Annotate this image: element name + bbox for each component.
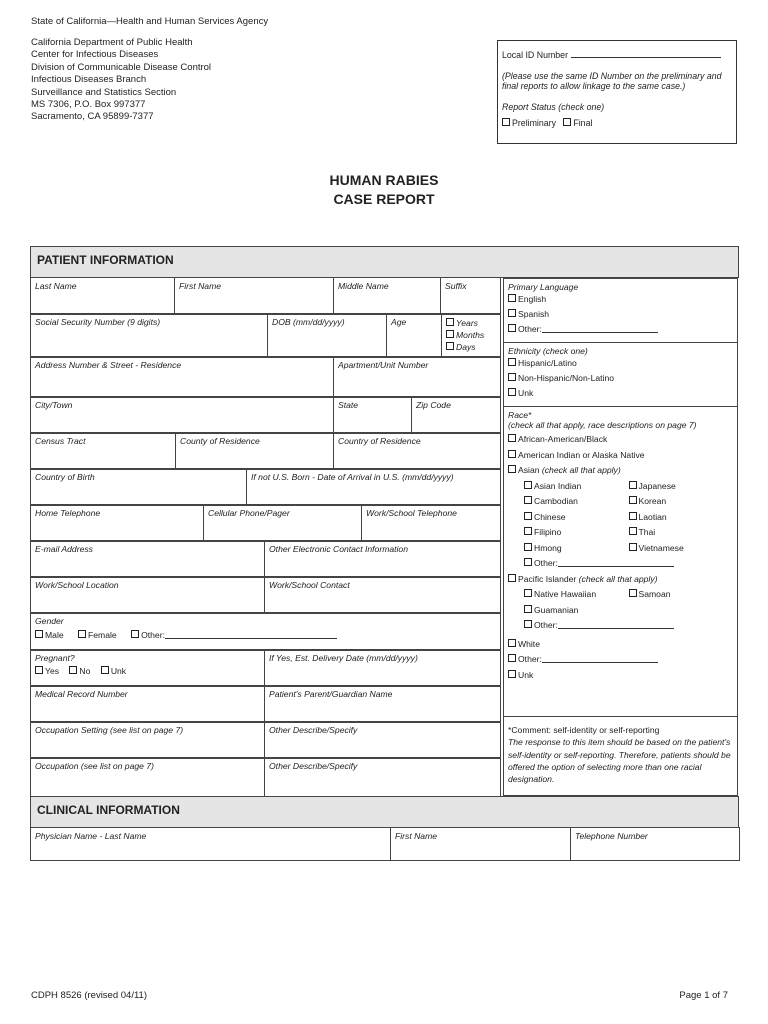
thai-checkbox[interactable] (629, 527, 637, 535)
home-phone-label: Home Telephone (35, 508, 101, 518)
patient-info-header: PATIENT INFORMATION (30, 246, 739, 278)
race-other-field[interactable] (542, 653, 658, 663)
preliminary-label: Preliminary (512, 118, 556, 128)
dept-line: MS 7306, P.O. Box 997377 (31, 99, 146, 111)
form-subtitle: CASE REPORT (333, 191, 435, 207)
age-field[interactable] (387, 314, 442, 358)
arrival-date-label: If not U.S. Born - Date of Arrival in U.S. (mm/dd/yyyy) (251, 472, 454, 482)
state-label: State (338, 400, 359, 410)
comment-label: *Comment: self-identity or self-reporting (508, 725, 660, 735)
pregnant-label: Pregnant? (35, 653, 75, 663)
address-field[interactable] (31, 357, 334, 398)
work-contact-field[interactable] (265, 577, 501, 614)
race-unk-checkbox[interactable] (508, 670, 516, 678)
cell-phone-label: Cellular Phone/Pager (208, 508, 290, 518)
occupation-other-field[interactable] (265, 758, 501, 798)
apartment-label: Apartment/Unit Number (338, 360, 429, 370)
arrival-date-field[interactable] (247, 469, 501, 506)
zip-field[interactable] (412, 397, 501, 434)
asian-option-label: Laotian (638, 511, 667, 522)
county-label: County of Residence (180, 436, 260, 446)
non-hispanic-checkbox[interactable] (508, 373, 516, 381)
other-contact-field[interactable] (265, 541, 501, 578)
asian-option-label: Asian Indian (534, 480, 582, 491)
other-contact-label: Other Electronic Contact Information (269, 544, 408, 554)
physician-first-name-label: First Name (395, 831, 438, 841)
guamanian-checkbox[interactable] (524, 605, 532, 613)
physician-telephone-field[interactable] (571, 828, 740, 861)
race-note: (check all that apply, race descriptions on page 7) (508, 420, 697, 430)
pacific-other-checkbox[interactable] (524, 620, 532, 628)
asian-checkbox[interactable] (508, 465, 516, 473)
female-checkbox[interactable] (78, 630, 86, 638)
language-other-label: Other: (518, 324, 542, 334)
cell-phone-field[interactable] (204, 505, 362, 542)
first-name-label: First Name (179, 281, 222, 291)
asian-option-label: Chinese (534, 511, 566, 522)
age-label: Age (391, 317, 407, 327)
form-id: CDPH 8526 (revised 04/11) (31, 990, 147, 1001)
physician-last-name-label: Physician Name - Last Name (35, 831, 147, 841)
dob-field[interactable] (268, 314, 387, 358)
zip-label: Zip Code (416, 400, 451, 410)
male-label: Male (45, 630, 64, 640)
asian-note: (check all that apply) (541, 465, 621, 475)
pacific-options (508, 587, 733, 603)
samoan-checkbox[interactable] (629, 589, 637, 597)
gender-other-label: Other: (141, 630, 165, 640)
dept-line: California Department of Public Health (31, 37, 193, 48)
occupation-setting-other-label: Other Describe/Specify (269, 725, 358, 735)
city-label: City/Town (35, 400, 73, 410)
home-phone-field[interactable] (31, 505, 204, 542)
occupation-setting-other-field[interactable] (265, 722, 501, 759)
cambodian-checkbox[interactable] (524, 496, 532, 504)
census-field[interactable] (31, 433, 176, 470)
guamanian-label: Guamanian (534, 604, 579, 615)
american-indian-checkbox[interactable] (508, 450, 516, 458)
email-label: E-mail Address (35, 544, 93, 554)
physician-first-name-field[interactable] (391, 828, 571, 861)
samoan-label: Samoan (638, 589, 671, 599)
gender-label: Gender (35, 616, 64, 626)
demographics-panel (503, 278, 738, 796)
pregnant-unk-checkbox[interactable] (101, 666, 109, 674)
ethnicity-section (504, 343, 737, 407)
dob-label: DOB (mm/dd/yyyy) (272, 317, 345, 327)
english-checkbox[interactable] (508, 294, 516, 302)
non-hispanic-label: Non-Hispanic/Non-Latino (518, 373, 615, 383)
gender-other-checkbox[interactable] (131, 630, 139, 638)
delivery-date-label: If Yes, Est. Delivery Date (mm/dd/yyyy) (269, 653, 418, 663)
final-checkbox[interactable] (563, 118, 571, 126)
asian-option-label: Japanese (638, 480, 676, 491)
vietnamese-checkbox[interactable] (629, 543, 637, 551)
native-hawaiian-checkbox[interactable] (524, 589, 532, 597)
language-other-checkbox[interactable] (508, 324, 516, 332)
pacific-other-field[interactable] (558, 619, 674, 629)
suffix-field[interactable] (441, 278, 501, 315)
ethnicity-label: Ethnicity (check one) (508, 346, 588, 356)
pregnant-field (31, 650, 265, 687)
page-number: Page 1 of 7 (679, 990, 728, 1001)
agency-name: State of California—Health and Human Services Agency (31, 16, 269, 27)
native-hawaiian-label: Native Hawaiian (534, 589, 597, 599)
address-label: Address Number & Street - Residence (35, 360, 182, 370)
preliminary-checkbox[interactable] (502, 118, 510, 126)
language-label: Primary Language (508, 282, 579, 292)
medical-record-label: Medical Record Number (35, 689, 128, 699)
pregnant-yes-checkbox[interactable] (35, 666, 43, 674)
age-unit-options (442, 314, 501, 358)
work-phone-field[interactable] (362, 505, 501, 542)
race-label: Race* (508, 410, 532, 420)
korean-checkbox[interactable] (629, 496, 637, 504)
japanese-checkbox[interactable] (629, 481, 637, 489)
dept-line: Center for Infectious Diseases (31, 49, 159, 61)
country-residence-field[interactable] (334, 433, 501, 470)
occupation-setting-label: Occupation Setting (see list on page 7) (35, 725, 184, 735)
years-checkbox[interactable] (446, 318, 454, 326)
dept-line: Surveillance and Statistics Section (31, 86, 177, 98)
report-status-label: Report Status (check one) (502, 102, 605, 112)
work-phone-label: Work/School Telephone (366, 508, 457, 518)
work-contact-label: Work/School Contact (269, 580, 350, 590)
spanish-label: Spanish (518, 309, 550, 319)
asian-option-label: Korean (638, 496, 667, 506)
local-id-field[interactable] (571, 48, 721, 58)
male-checkbox[interactable] (35, 630, 43, 638)
gender-field (31, 613, 501, 651)
asian-option-label: Hmong (534, 542, 562, 553)
pacific-checkbox[interactable] (508, 574, 516, 582)
american-indian-label: American Indian or Alaska Native (518, 449, 645, 460)
department-address (31, 37, 211, 124)
ssn-field[interactable] (31, 314, 268, 358)
local-id-label: Local ID Number (502, 50, 569, 60)
dept-line: Infectious Diseases Branch (31, 74, 147, 86)
african-checkbox[interactable] (508, 434, 516, 442)
delivery-date-field[interactable] (265, 650, 501, 687)
country-residence-label: Country of Residence (338, 436, 421, 446)
asian-option-label: Vietnamese (638, 542, 684, 553)
laotian-checkbox[interactable] (629, 512, 637, 520)
days-checkbox[interactable] (446, 342, 454, 350)
female-label: Female (88, 630, 117, 640)
filipino-checkbox[interactable] (524, 527, 532, 535)
african-label: African-American/Black (518, 434, 608, 444)
email-field[interactable] (31, 541, 265, 578)
race-other-label: Other: (518, 654, 542, 664)
ethnicity-unk-label: Unk (518, 388, 534, 398)
last-name-label: Last Name (35, 281, 77, 291)
white-label: White (518, 638, 540, 649)
race-comment (504, 717, 737, 795)
spanish-checkbox[interactable] (508, 309, 516, 317)
census-label: Census Tract (35, 436, 86, 446)
middle-name-field[interactable] (334, 278, 441, 315)
suffix-label: Suffix (445, 281, 467, 291)
white-checkbox[interactable] (508, 639, 516, 647)
occupation-label: Occupation (see list on page 7) (35, 761, 154, 771)
pacific-note: (check all that apply) (578, 573, 658, 584)
hmong-checkbox[interactable] (524, 543, 532, 551)
physician-last-name-field[interactable] (31, 828, 391, 861)
days-label: Days (456, 342, 476, 352)
country-birth-field[interactable] (31, 469, 247, 506)
guardian-label: Patient's Parent/Guardian Name (269, 689, 393, 699)
work-location-label: Work/School Location (35, 580, 119, 590)
occupation-setting-field[interactable] (31, 722, 265, 759)
pacific-other-label: Other: (534, 620, 558, 630)
hispanic-label: Hispanic/Latino (518, 358, 577, 368)
last-name-field[interactable] (31, 278, 175, 315)
months-checkbox[interactable] (446, 330, 454, 338)
state-field[interactable] (334, 397, 412, 434)
asian-other-label: Other: (534, 558, 558, 568)
middle-name-label: Middle Name (338, 281, 389, 291)
asian-option-label: Cambodian (534, 496, 578, 506)
pacific-label: Pacific Islander (518, 573, 577, 584)
first-name-field[interactable] (175, 278, 334, 315)
physician-telephone-label: Telephone Number (575, 831, 648, 841)
city-field[interactable] (31, 397, 334, 434)
work-location-field[interactable] (31, 577, 265, 614)
pregnant-no-label: No (79, 666, 91, 676)
english-label: English (518, 294, 547, 304)
form-title: HUMAN RABIES (329, 172, 439, 188)
country-birth-label: Country of Birth (35, 472, 95, 482)
clinical-info-header: CLINICAL INFORMATION (30, 796, 739, 828)
apartment-field[interactable] (334, 357, 501, 398)
months-label: Months (456, 330, 485, 340)
asian-other-field[interactable] (558, 557, 674, 567)
medical-record-field[interactable] (31, 686, 265, 723)
pregnant-unk-label: Unk (110, 666, 127, 676)
asian-options (508, 479, 733, 557)
language-other-field[interactable] (542, 323, 658, 333)
local-id-box (497, 40, 737, 144)
local-id-note: (Please use the same ID Number on the preliminary and final reports to allow linkage to the same case.) (502, 71, 722, 91)
asian-option-label: Thai (638, 527, 656, 537)
final-label: Final (573, 118, 593, 128)
years-label: Years (456, 318, 478, 328)
hispanic-checkbox[interactable] (508, 358, 516, 366)
occupation-field[interactable] (31, 758, 265, 798)
gender-other-field[interactable] (165, 629, 337, 639)
pregnant-no-checkbox[interactable] (69, 666, 77, 674)
dept-line: Division of Communicable Disease Control (31, 61, 212, 73)
county-field[interactable] (176, 433, 334, 470)
dept-line: Sacramento, CA 95899-7377 (31, 111, 154, 123)
language-section (504, 279, 737, 343)
comment-text: The response to this item should be based on the patient's self-identity or self-reporting. Therefore, patients should be offered the option of selecting more than one racial designation. (508, 737, 731, 785)
pregnant-yes-label: Yes (45, 666, 60, 676)
asian-other-checkbox[interactable] (524, 558, 532, 566)
chinese-checkbox[interactable] (524, 512, 532, 520)
asian-indian-checkbox[interactable] (524, 481, 532, 489)
guardian-field[interactable] (265, 686, 501, 723)
occupation-other-label: Other Describe/Specify (269, 761, 358, 771)
race-section (504, 407, 737, 717)
race-other-checkbox[interactable] (508, 654, 516, 662)
race-unk-label: Unk (518, 669, 534, 680)
asian-option-label: Filipino (534, 527, 562, 537)
asian-label: Asian (518, 465, 540, 475)
ssn-label: Social Security Number (9 digits) (35, 317, 161, 327)
ethnicity-unk-checkbox[interactable] (508, 388, 516, 396)
